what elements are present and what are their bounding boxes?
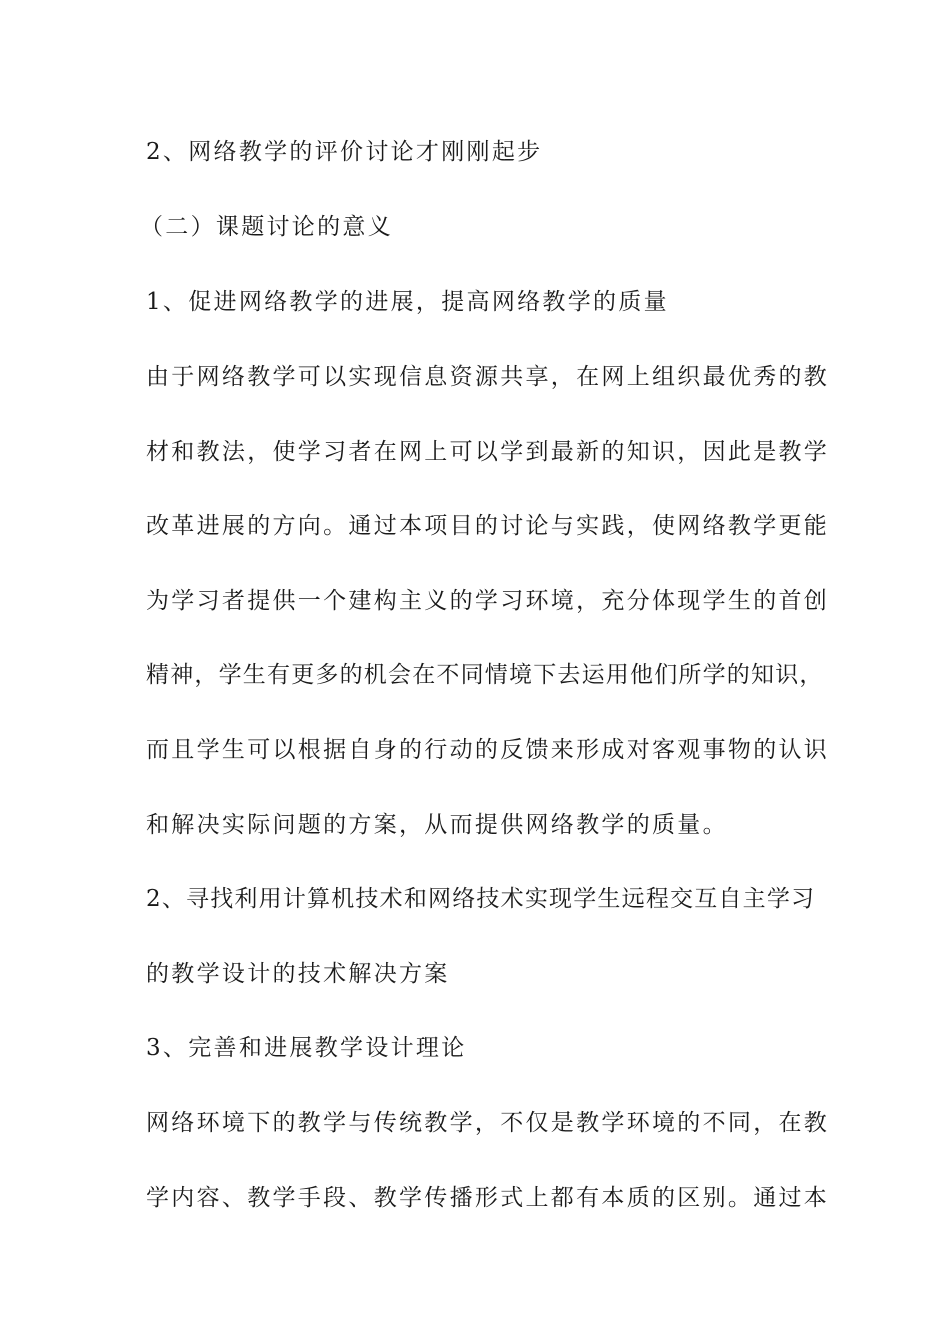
paragraph-line: 材和教法，使学习者在网上可以学到最新的知识，因此是教学 (146, 439, 830, 465)
paragraph-line: 和解决实际问题的方案，从而提供网络教学的质量。 (146, 812, 728, 838)
paragraph-line: 为学习者提供一个建构主义的学习环境，充分体现学生的首创 (146, 588, 830, 614)
heading-2-technical-solution: 2、寻找利用计算机技术和网络技术实现学生远程交互自主学习 (146, 886, 816, 912)
paragraph-line: 由于网络教学可以实现信息资源共享，在网上组织最优秀的教 (146, 364, 830, 390)
paragraph-line: 精神，学生有更多的机会在不同情境下去运用他们所学的知识， (146, 662, 824, 688)
paragraph-line: 网络环境下的教学与传统教学，不仅是教学环境的不同，在教 (146, 1110, 830, 1136)
paragraph-line: 而且学生可以根据自身的行动的反馈来形成对客观事物的认识 (146, 737, 830, 763)
section-heading-significance: （二）课题讨论的意义 (140, 214, 393, 240)
paragraph-line: 学内容、教学手段、教学传播形式上都有本质的区别。通过本 (146, 1185, 830, 1211)
paragraph-line: 改革进展的方向。通过本项目的讨论与实践，使网络教学更能 (146, 513, 830, 539)
heading-1-promote: 1、促进网络教学的进展，提高网络教学的质量 (146, 289, 669, 315)
heading-2-evaluation: 2、网络教学的评价讨论才刚刚起步 (146, 139, 543, 165)
heading-3-improve-theory: 3、完善和进展教学设计理论 (146, 1035, 467, 1061)
heading-2-continuation: 的教学设计的技术解决方案 (146, 961, 450, 987)
